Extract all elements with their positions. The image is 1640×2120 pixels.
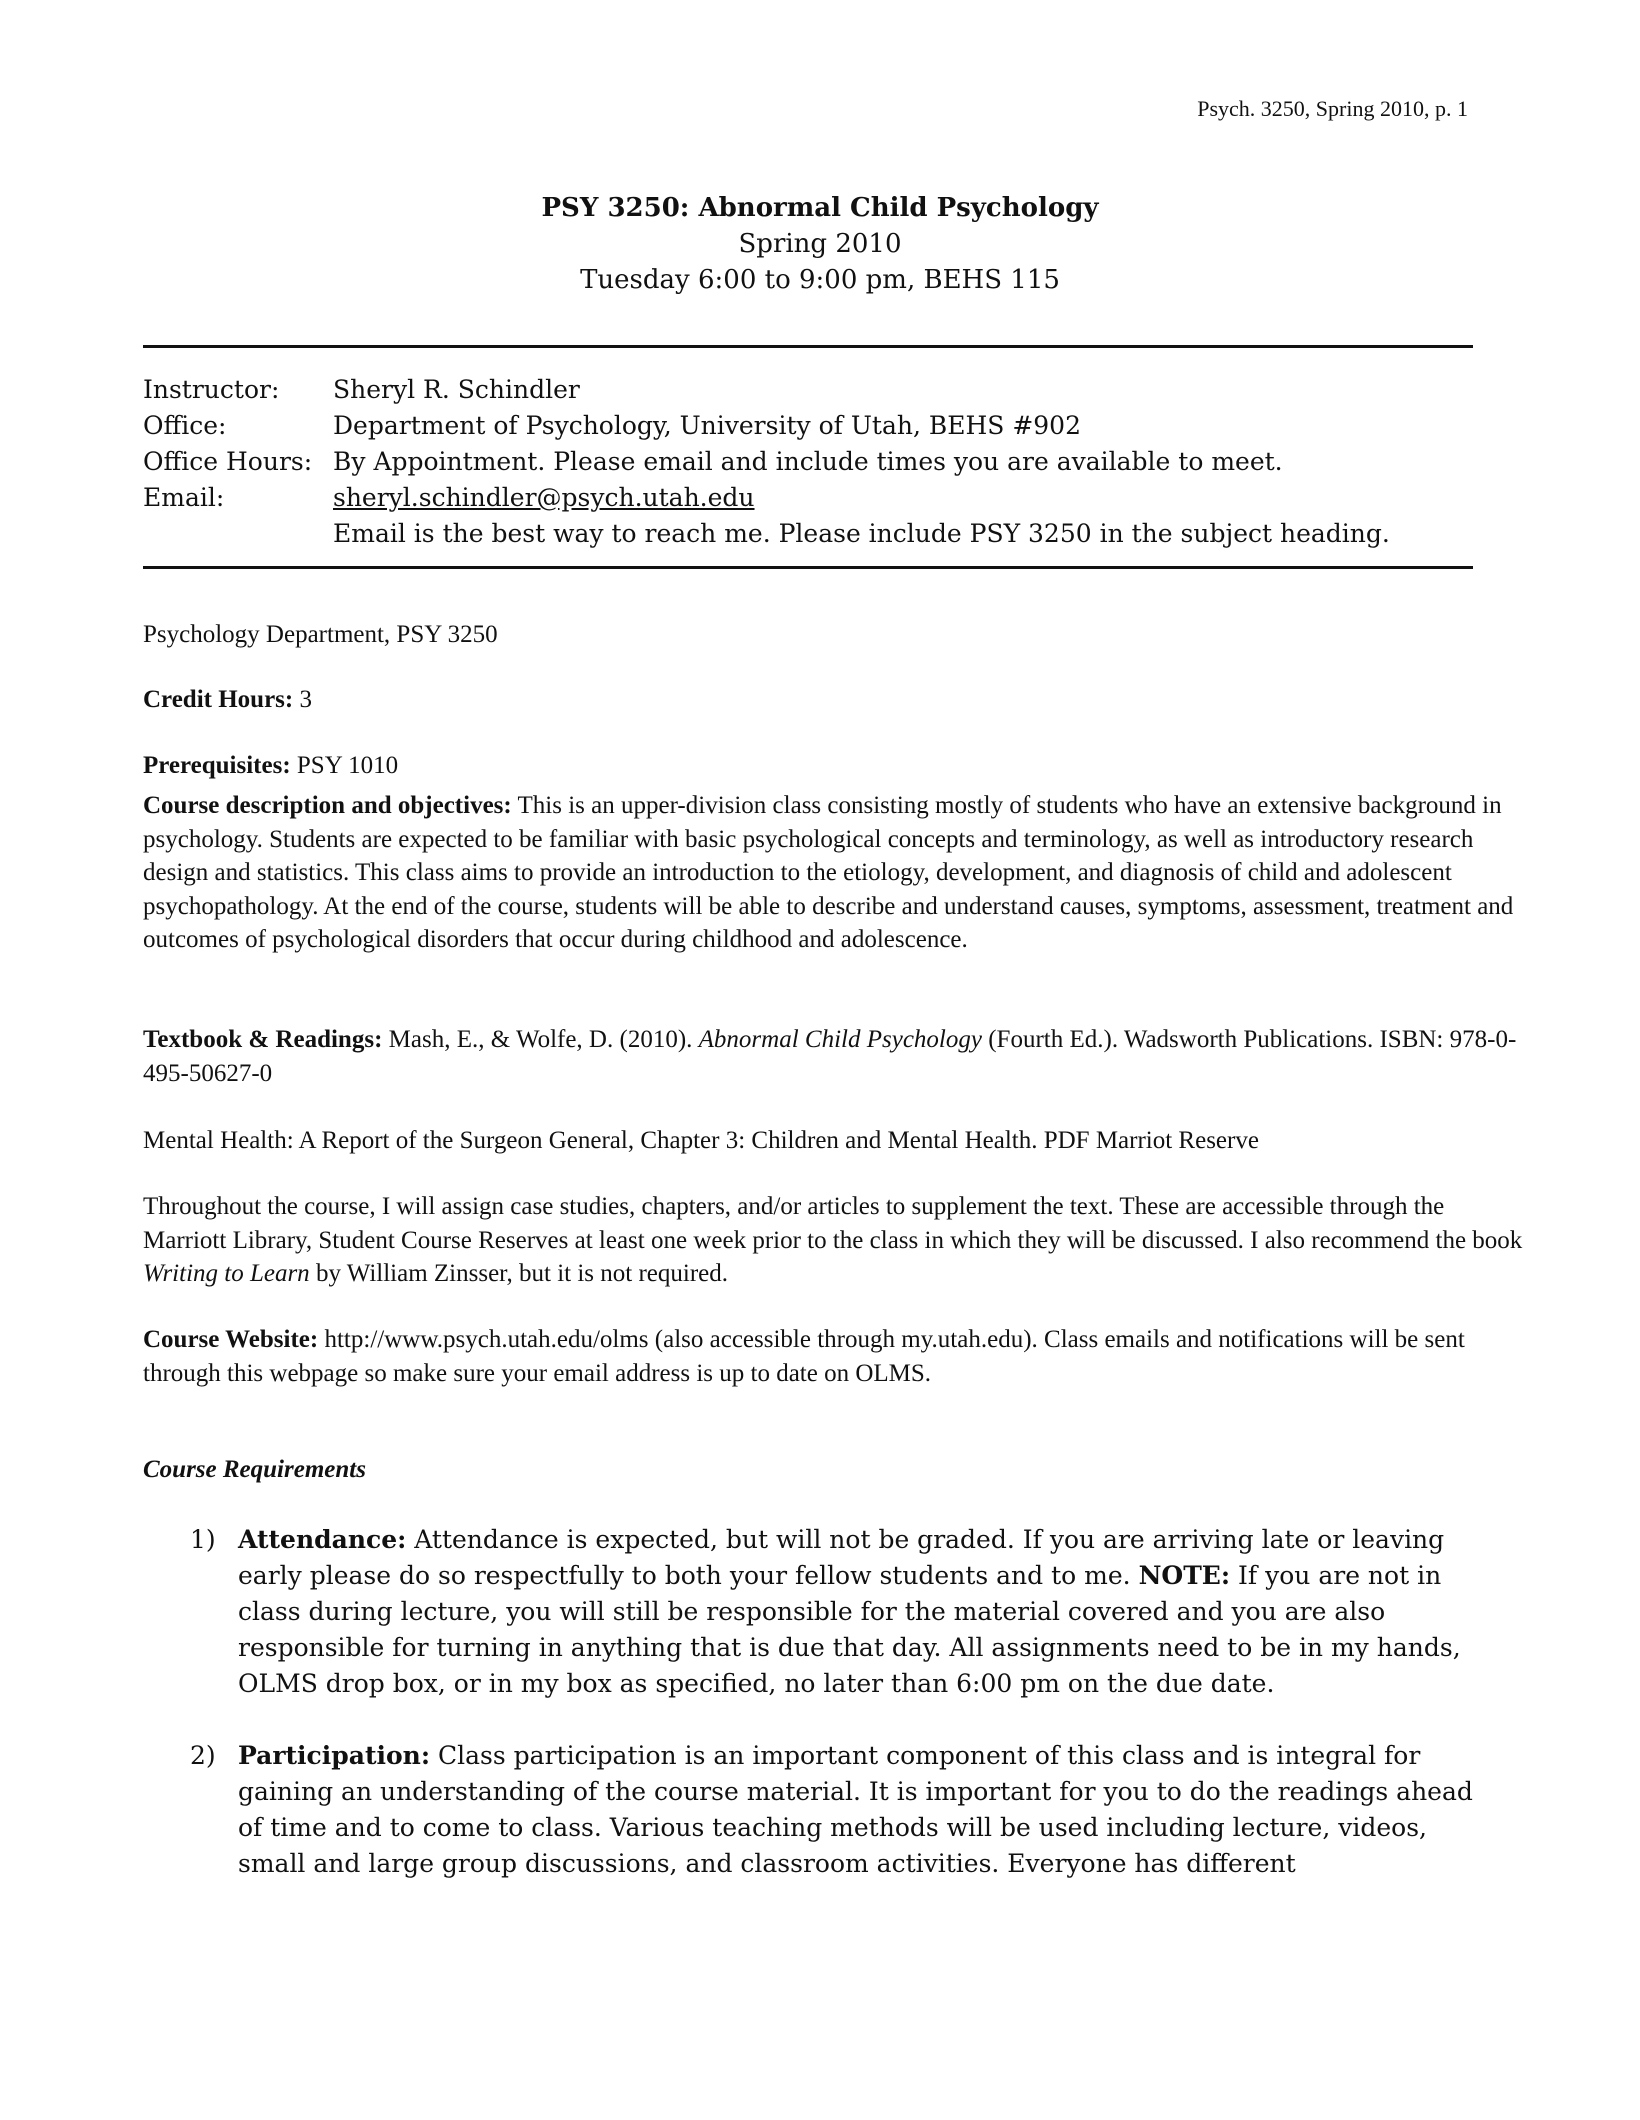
supplemental-text: Throughout the course, I will assign case studies, chapters, and/or articles to supplement the text. These are accessible through the Marriott Library, Student Course Reserves at least one week prior to the class in which they will be discussed. I also recommend the book bbox=[143, 1193, 1523, 1254]
credit-hours-label: Credit Hours: bbox=[143, 686, 294, 713]
bottom-rule bbox=[143, 566, 1473, 569]
course-description-label: Course description and objectives: bbox=[143, 792, 512, 819]
textbook-title: Abnormal Child Psychology bbox=[698, 1026, 982, 1053]
instructor-row bbox=[143, 372, 1390, 408]
title-block bbox=[0, 190, 1640, 298]
attendance-label: Attendance: bbox=[238, 1525, 407, 1554]
requirement-number: 1) bbox=[190, 1525, 216, 1554]
instructor-info bbox=[143, 372, 1390, 552]
email-note: Email is the best way to reach me. Please include PSY 3250 in the subject heading. bbox=[333, 519, 1390, 548]
course-website-text: http://www.psych.utah.edu/olms (also accessible through my.utah.edu). Class emails and notifications will be sent through this webpage so make sure your email address is up to date on OLMS. bbox=[143, 1326, 1465, 1387]
requirement-attendance bbox=[190, 1522, 1490, 1702]
top-rule bbox=[143, 345, 1473, 348]
attendance-note-text: If you are not in class during lecture, you will still be responsible for the material covered and you are also responsible for turning in anything that is due that day. All assignments need to be in my hands, OLMS drop box, or in my box as specified, no later than 6:00 pm on the due date. bbox=[238, 1561, 1461, 1698]
prerequisites-value: PSY 1010 bbox=[290, 752, 399, 779]
supplemental-readings bbox=[143, 1190, 1533, 1291]
prerequisites bbox=[143, 749, 1533, 783]
office-row bbox=[143, 408, 1390, 444]
email-link[interactable]: sheryl.schindler@psych.utah.edu bbox=[333, 483, 755, 512]
textbook-publisher: (Fourth Ed.). Wadsworth Publications. ISBN: 978-0-495-50627-0 bbox=[143, 1026, 1517, 1087]
office-hours-row bbox=[143, 444, 1390, 480]
textbook-readings bbox=[143, 1023, 1533, 1090]
course-website-label: Course Website: bbox=[143, 1326, 319, 1353]
note-label: NOTE: bbox=[1138, 1561, 1231, 1590]
email-label: Email: bbox=[143, 483, 225, 512]
credit-hours bbox=[143, 683, 1533, 717]
course-term: Spring 2010 bbox=[738, 229, 902, 259]
office-hours-label: Office Hours: bbox=[143, 447, 313, 476]
department-line: Psychology Department, PSY 3250 bbox=[143, 621, 498, 648]
requirements-heading: Course Requirements bbox=[143, 1456, 366, 1483]
office-label: Office: bbox=[143, 411, 227, 440]
instructor-value: Sheryl R. Schindler bbox=[333, 375, 580, 404]
mental-health-reading: Mental Health: A Report of the Surgeon General, Chapter 3: Children and Mental Health. PDF Marriot Reserve bbox=[143, 1127, 1259, 1154]
email-row bbox=[143, 480, 1390, 516]
requirement-text bbox=[238, 1738, 1490, 1882]
running-header: Psych. 3250, Spring 2010, p. 1 bbox=[1197, 96, 1468, 121]
office-value: Department of Psychology, University of Utah, BEHS #902 bbox=[333, 411, 1081, 440]
course-title: PSY 3250: Abnormal Child Psychology bbox=[541, 193, 1099, 223]
requirement-participation bbox=[190, 1738, 1490, 1882]
course-description-text: This is an upper-division class consisting mostly of students who have an extensive background in psychology. Students are expected to be familiar with basic psychological concepts and terminology, as well as introductory research design and statistics. This class aims to provide an introduction to the etiology, development, and diagnosis of child and adolescent psychopathology. At the end of the course, students will be able to describe and understand causes, symptoms, assessment, treatment and outcomes of psychological disorders that occur during childhood and adolescence. bbox=[143, 792, 1514, 953]
course-website bbox=[143, 1323, 1533, 1390]
email-note-row bbox=[143, 516, 1390, 552]
participation-label: Participation: bbox=[238, 1741, 431, 1770]
requirement-number: 2) bbox=[190, 1741, 216, 1770]
email-note-spacer bbox=[143, 516, 333, 552]
office-hours-value: By Appointment. Please email and include times you are available to meet. bbox=[333, 447, 1283, 476]
participation-text: Class participation is an important component of this class and is integral for gaining an understanding of the course material. It is important for you to do the readings ahead of time and to come to class. Various teaching methods will be used including lecture, videos, small and large group discussions, and classroom activities. Everyone has different bbox=[238, 1741, 1473, 1878]
attendance-text: Attendance is expected, but will not be graded. If you are arriving late or leaving early please do so respectfully to both your fellow students and to me. bbox=[238, 1525, 1445, 1590]
textbook-citation: Mash, E., & Wolfe, D. (2010). bbox=[382, 1026, 699, 1053]
instructor-label: Instructor: bbox=[143, 375, 280, 404]
credit-hours-value: 3 bbox=[293, 686, 312, 713]
recommended-book-title: Writing to Learn bbox=[143, 1260, 310, 1287]
textbook-label: Textbook & Readings: bbox=[143, 1026, 383, 1053]
prerequisites-label: Prerequisites: bbox=[143, 752, 291, 779]
course-description bbox=[143, 789, 1533, 957]
requirement-text bbox=[238, 1522, 1490, 1702]
recommended-book-note: by William Zinsser, but it is not required. bbox=[309, 1260, 728, 1287]
course-schedule: Tuesday 6:00 to 9:00 pm, BEHS 115 bbox=[580, 265, 1060, 295]
